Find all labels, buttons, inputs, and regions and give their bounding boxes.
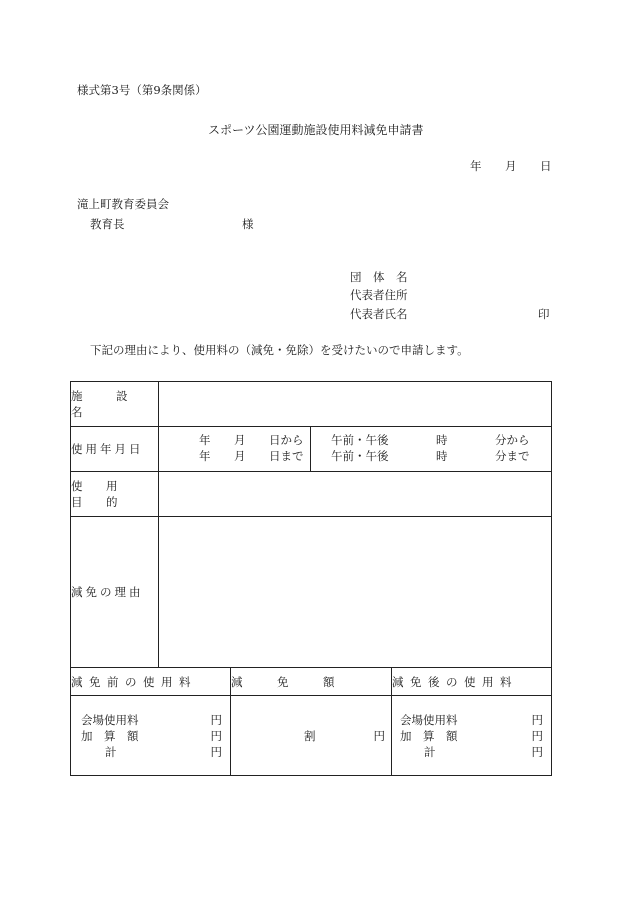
- usage-date-row: [71, 427, 552, 472]
- usage-time-field[interactable]: 午前・午後 時 分から 午前・午後 時 分まで: [311, 427, 552, 472]
- application-statement: 下記の理由により、使用料の（減免・免除）を受けたいので申請します。: [90, 343, 469, 357]
- reduction-amount-label: 減 免 額: [231, 668, 392, 696]
- facility-name-label: 施 設 名: [71, 382, 159, 427]
- date-year: 年: [470, 159, 482, 173]
- form-number: 様式第3号（第9条関係）: [77, 83, 207, 97]
- date-day: 日: [540, 159, 552, 173]
- rep-name-label: 代表者氏名: [350, 307, 408, 321]
- purpose-row: [71, 472, 552, 517]
- fee-before-field[interactable]: 会場使用料 円 加 算 額 円 計 円: [71, 696, 231, 776]
- reason-label: 減免の理由: [71, 517, 159, 668]
- fee-after-label: 減免後の使用料: [392, 668, 552, 696]
- application-table: [70, 381, 552, 776]
- facility-name-field[interactable]: [159, 382, 552, 427]
- purpose-field[interactable]: [159, 472, 552, 517]
- reason-field[interactable]: [159, 517, 552, 668]
- facility-row: [71, 382, 552, 427]
- date-month: 月: [505, 159, 517, 173]
- fee-values-row: [71, 696, 552, 776]
- document-title: スポーツ公園運動施設使用料減免申請書: [208, 123, 424, 137]
- fee-before-label: 減免前の使用料: [71, 668, 231, 696]
- reason-row: [71, 517, 552, 668]
- usage-date-label: 使用年月日: [71, 427, 159, 472]
- reduction-amount-field[interactable]: 割 円: [231, 696, 392, 776]
- addressee-person: 教育長: [90, 217, 125, 231]
- group-name-label: 団 体 名: [350, 270, 408, 284]
- addressee-org: 滝上町教育委員会: [77, 197, 169, 211]
- seal-mark: 印: [538, 307, 550, 321]
- fee-after-field[interactable]: 会場使用料 円 加 算 額 円 計 円: [392, 696, 552, 776]
- purpose-label: 使 用 目 的: [71, 472, 159, 517]
- usage-date-field[interactable]: 年 月 日から 年 月 日まで: [159, 427, 311, 472]
- addressee-honorific: 様: [242, 217, 254, 231]
- fee-header-row: [71, 668, 552, 696]
- rep-address-label: 代表者住所: [350, 288, 408, 302]
